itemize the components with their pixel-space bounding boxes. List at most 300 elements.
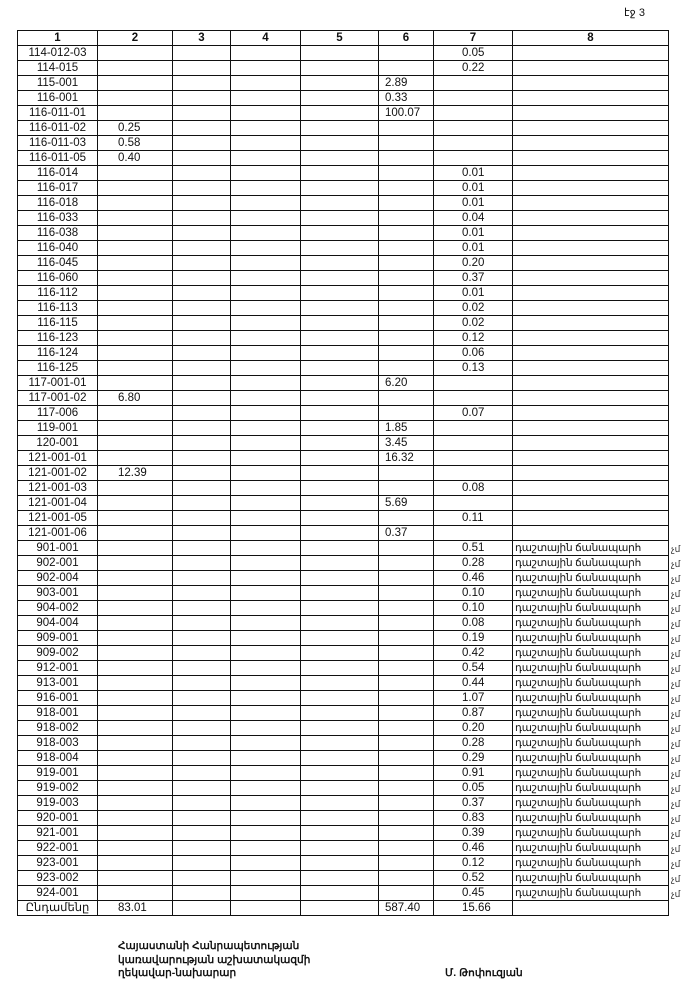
cell-col-4 (231, 436, 301, 451)
cell-col-6 (379, 481, 434, 496)
cell-col-1: 116-060 (18, 271, 98, 286)
cell-col-7: 0.06 (434, 346, 513, 361)
cell-col-3 (173, 526, 231, 541)
cell-col-7: 0.10 (434, 586, 513, 601)
cell-col-8 (513, 121, 669, 136)
cell-col-4 (231, 631, 301, 646)
table-row (18, 601, 669, 616)
cell-col-7: 0.45 (434, 886, 513, 901)
cell-col-5 (301, 421, 379, 436)
margin-mark: չմ (671, 738, 681, 749)
cell-col-8: դաշտային ճանապարհ (513, 796, 669, 811)
table-row (18, 331, 669, 346)
margin-mark: չմ (671, 558, 681, 569)
cell-col-3 (173, 601, 231, 616)
cell-col-1: 121-001-03 (18, 481, 98, 496)
cell-col-6: 0.33 (379, 91, 434, 106)
cell-col-2 (98, 181, 173, 196)
cell-col-1: 116-038 (18, 226, 98, 241)
cell-col-2 (98, 601, 173, 616)
cell-col-1: 116-123 (18, 331, 98, 346)
cell-col-5 (301, 436, 379, 451)
cell-col-3 (173, 871, 231, 886)
cell-col-8: դաշտային ճանապարհ (513, 541, 669, 556)
cell-col-4 (231, 211, 301, 226)
total-row (18, 901, 669, 916)
margin-mark: չմ (671, 633, 681, 644)
signatory-title (118, 940, 310, 981)
cell-col-6: 0.37 (379, 526, 434, 541)
cell-col-7: 0.04 (434, 211, 513, 226)
cell-col-7 (434, 91, 513, 106)
cell-col-1: 903-001 (18, 586, 98, 601)
table-row (18, 61, 669, 76)
cell-col-6 (379, 571, 434, 586)
cell-col-4 (231, 376, 301, 391)
cell-col-2 (98, 451, 173, 466)
cell-col-2 (98, 196, 173, 211)
cell-col-7 (434, 496, 513, 511)
cell-col-2 (98, 271, 173, 286)
cell-col-4 (231, 796, 301, 811)
cell-col-7 (434, 421, 513, 436)
cell-col-5 (301, 466, 379, 481)
cell-col-7: 0.08 (434, 481, 513, 496)
cell-col-1: Ընդամենը (18, 901, 98, 916)
cell-col-6 (379, 511, 434, 526)
cell-col-7: 0.46 (434, 571, 513, 586)
cell-col-4 (231, 511, 301, 526)
cell-col-3 (173, 316, 231, 331)
cell-col-8 (513, 181, 669, 196)
cell-col-4 (231, 901, 301, 916)
cell-col-7 (434, 151, 513, 166)
cell-col-8 (513, 166, 669, 181)
table-row (18, 121, 669, 136)
cell-col-2 (98, 421, 173, 436)
cell-col-1: 116-011-01 (18, 106, 98, 121)
cell-col-6 (379, 796, 434, 811)
table-row (18, 571, 669, 586)
cell-col-1: 114-012-03 (18, 46, 98, 61)
footer-line-1: Հայաստանի Հանրապետության (118, 940, 300, 952)
cell-col-3 (173, 571, 231, 586)
cell-col-3 (173, 436, 231, 451)
cell-col-8: դաշտային ճանապարհ (513, 871, 669, 886)
cell-col-1: 116-011-05 (18, 151, 98, 166)
cell-col-5 (301, 256, 379, 271)
cell-col-2 (98, 316, 173, 331)
cell-col-1: 921-001 (18, 826, 98, 841)
cell-col-7 (434, 76, 513, 91)
cell-col-5 (301, 346, 379, 361)
cell-col-3 (173, 886, 231, 901)
table-row (18, 886, 669, 901)
cell-col-8 (513, 91, 669, 106)
cell-col-5 (301, 61, 379, 76)
cell-col-1: 913-001 (18, 676, 98, 691)
table-row (18, 631, 669, 646)
cell-col-3 (173, 631, 231, 646)
page-number: էջ 3 (624, 7, 645, 19)
cell-col-4 (231, 556, 301, 571)
column-header-1: 1 (18, 31, 98, 46)
cell-col-8: դաշտային ճանապարհ (513, 691, 669, 706)
column-header-3: 3 (173, 31, 231, 46)
cell-col-1: 924-001 (18, 886, 98, 901)
cell-col-2 (98, 436, 173, 451)
cell-col-7: 0.20 (434, 721, 513, 736)
signature-name: Մ. Թոփուզյան (445, 967, 523, 979)
cell-col-6 (379, 841, 434, 856)
margin-mark: չմ (671, 708, 681, 719)
cell-col-4 (231, 46, 301, 61)
cell-col-4 (231, 421, 301, 436)
table-row (18, 811, 669, 826)
cell-col-6 (379, 736, 434, 751)
cell-col-2 (98, 346, 173, 361)
cell-col-6 (379, 886, 434, 901)
cell-col-8: դաշտային ճանապարհ (513, 886, 669, 901)
cell-col-8: դաշտային ճանապարհ (513, 811, 669, 826)
cell-col-1: 922-001 (18, 841, 98, 856)
table-row (18, 691, 669, 706)
table-row (18, 181, 669, 196)
cell-col-4 (231, 331, 301, 346)
cell-col-2 (98, 796, 173, 811)
cell-col-3 (173, 466, 231, 481)
cell-col-4 (231, 286, 301, 301)
cell-col-1: 116-001 (18, 91, 98, 106)
cell-col-3 (173, 61, 231, 76)
column-header-4: 4 (231, 31, 301, 46)
table-row (18, 196, 669, 211)
cell-col-1: 918-002 (18, 721, 98, 736)
cell-col-3 (173, 331, 231, 346)
cell-col-5 (301, 211, 379, 226)
cell-col-4 (231, 751, 301, 766)
cell-col-4 (231, 736, 301, 751)
cell-col-3 (173, 781, 231, 796)
cell-col-2: 6.80 (98, 391, 173, 406)
cell-col-5 (301, 181, 379, 196)
cell-col-8: դաշտային ճանապարհ (513, 586, 669, 601)
cell-col-7: 0.13 (434, 361, 513, 376)
cell-col-5 (301, 361, 379, 376)
cell-col-7: 0.01 (434, 181, 513, 196)
cell-col-3 (173, 121, 231, 136)
cell-col-8: դաշտային ճանապարհ (513, 571, 669, 586)
cell-col-8 (513, 76, 669, 91)
cell-col-8: դաշտային ճանապարհ (513, 856, 669, 871)
cell-col-1: 918-001 (18, 706, 98, 721)
cell-col-3 (173, 136, 231, 151)
cell-col-2 (98, 871, 173, 886)
cell-col-5 (301, 586, 379, 601)
cell-col-4 (231, 406, 301, 421)
cell-col-7 (434, 466, 513, 481)
cell-col-6: 6.20 (379, 376, 434, 391)
margin-mark: չմ (671, 648, 681, 659)
table-row (18, 226, 669, 241)
cell-col-8 (513, 211, 669, 226)
cell-col-6 (379, 46, 434, 61)
cell-col-6 (379, 346, 434, 361)
column-header-2: 2 (98, 31, 173, 46)
margin-mark: չմ (671, 663, 681, 674)
cell-col-6 (379, 616, 434, 631)
cell-col-8 (513, 406, 669, 421)
cell-col-6 (379, 811, 434, 826)
cell-col-1: 923-002 (18, 871, 98, 886)
table-row (18, 586, 669, 601)
cell-col-7: 0.05 (434, 46, 513, 61)
cell-col-3 (173, 271, 231, 286)
cell-col-8: դաշտային ճանապարհ (513, 736, 669, 751)
cell-col-8 (513, 376, 669, 391)
column-header-8: 8 (513, 31, 669, 46)
cell-col-2 (98, 631, 173, 646)
cell-col-8 (513, 466, 669, 481)
cell-col-7: 0.87 (434, 706, 513, 721)
cell-col-1: 909-002 (18, 646, 98, 661)
cell-col-3 (173, 826, 231, 841)
cell-col-6 (379, 601, 434, 616)
cell-col-3 (173, 46, 231, 61)
cell-col-6 (379, 286, 434, 301)
cell-col-6 (379, 166, 434, 181)
cell-col-3 (173, 241, 231, 256)
cell-col-2 (98, 811, 173, 826)
cell-col-4 (231, 586, 301, 601)
margin-mark: չմ (671, 873, 681, 884)
cell-col-3 (173, 151, 231, 166)
cell-col-8 (513, 106, 669, 121)
cell-col-6 (379, 781, 434, 796)
cell-col-6: 587.40 (379, 901, 434, 916)
table-row (18, 676, 669, 691)
table-row (18, 346, 669, 361)
cell-col-3 (173, 301, 231, 316)
cell-col-2 (98, 286, 173, 301)
table-row (18, 136, 669, 151)
cell-col-1: 902-004 (18, 571, 98, 586)
cell-col-4 (231, 166, 301, 181)
cell-col-2: 83.01 (98, 901, 173, 916)
cell-col-7: 0.37 (434, 796, 513, 811)
cell-col-5 (301, 331, 379, 346)
cell-col-5 (301, 166, 379, 181)
cell-col-5 (301, 841, 379, 856)
cell-col-2 (98, 256, 173, 271)
table-row (18, 361, 669, 376)
cell-col-6 (379, 661, 434, 676)
cell-col-1: 119-001 (18, 421, 98, 436)
table-row (18, 766, 669, 781)
cell-col-3 (173, 256, 231, 271)
table-row (18, 856, 669, 871)
cell-col-3 (173, 766, 231, 781)
cell-col-6 (379, 391, 434, 406)
cell-col-2 (98, 571, 173, 586)
cell-col-3 (173, 481, 231, 496)
cell-col-6 (379, 706, 434, 721)
cell-col-6 (379, 541, 434, 556)
cell-col-4 (231, 661, 301, 676)
cell-col-4 (231, 316, 301, 331)
cell-col-3 (173, 76, 231, 91)
cell-col-1: 121-001-02 (18, 466, 98, 481)
table-row (18, 151, 669, 166)
cell-col-5 (301, 811, 379, 826)
cell-col-6 (379, 466, 434, 481)
cell-col-3 (173, 721, 231, 736)
cell-col-6 (379, 556, 434, 571)
cell-col-2 (98, 886, 173, 901)
cell-col-4 (231, 826, 301, 841)
table-row (18, 826, 669, 841)
cell-col-5 (301, 796, 379, 811)
table-row (18, 166, 669, 181)
cell-col-5 (301, 121, 379, 136)
cell-col-6: 3.45 (379, 436, 434, 451)
cell-col-5 (301, 556, 379, 571)
cell-col-8 (513, 46, 669, 61)
column-header-5: 5 (301, 31, 379, 46)
table-row (18, 271, 669, 286)
cell-col-2 (98, 646, 173, 661)
cell-col-3 (173, 661, 231, 676)
cell-col-5 (301, 451, 379, 466)
table-row (18, 496, 669, 511)
header-row (18, 31, 669, 46)
cell-col-3 (173, 211, 231, 226)
table-row (18, 736, 669, 751)
cell-col-2 (98, 526, 173, 541)
cell-col-8 (513, 136, 669, 151)
cell-col-6 (379, 151, 434, 166)
cell-col-8: դաշտային ճանապարհ (513, 676, 669, 691)
cell-col-1: 916-001 (18, 691, 98, 706)
cell-col-1: 116-018 (18, 196, 98, 211)
cell-col-8: դաշտային ճանապարհ (513, 781, 669, 796)
cell-col-8 (513, 301, 669, 316)
cell-col-6: 2.89 (379, 76, 434, 91)
cell-col-7 (434, 391, 513, 406)
cell-col-6 (379, 121, 434, 136)
cell-col-8: դաշտային ճանապարհ (513, 826, 669, 841)
margin-mark: չմ (671, 768, 681, 779)
cell-col-8 (513, 196, 669, 211)
cell-col-4 (231, 271, 301, 286)
cell-col-4 (231, 346, 301, 361)
cell-col-2 (98, 61, 173, 76)
cell-col-1: 120-001 (18, 436, 98, 451)
cell-col-7: 0.28 (434, 556, 513, 571)
cell-col-6 (379, 751, 434, 766)
cell-col-3 (173, 586, 231, 601)
cell-col-1: 116-115 (18, 316, 98, 331)
cell-col-5 (301, 706, 379, 721)
cell-col-5 (301, 616, 379, 631)
cell-col-5 (301, 496, 379, 511)
cell-col-8 (513, 451, 669, 466)
cell-col-6 (379, 256, 434, 271)
cell-col-5 (301, 721, 379, 736)
cell-col-5 (301, 226, 379, 241)
cell-col-6 (379, 181, 434, 196)
cell-col-5 (301, 571, 379, 586)
cell-col-8 (513, 256, 669, 271)
cell-col-1: 904-004 (18, 616, 98, 631)
cell-col-8 (513, 331, 669, 346)
margin-mark: չմ (671, 858, 681, 869)
cell-col-6 (379, 316, 434, 331)
cell-col-2 (98, 511, 173, 526)
margin-mark: չմ (671, 888, 681, 899)
margin-mark: չմ (671, 723, 681, 734)
cell-col-4 (231, 496, 301, 511)
cell-col-8 (513, 436, 669, 451)
cell-col-7: 0.44 (434, 676, 513, 691)
margin-mark: չմ (671, 678, 681, 689)
cell-col-6 (379, 196, 434, 211)
cell-col-5 (301, 301, 379, 316)
table-row (18, 76, 669, 91)
cell-col-4 (231, 136, 301, 151)
table-row (18, 481, 669, 496)
cell-col-4 (231, 646, 301, 661)
cell-col-1: 116-011-02 (18, 121, 98, 136)
cell-col-8 (513, 61, 669, 76)
cell-col-7: 0.19 (434, 631, 513, 646)
cell-col-1: 116-124 (18, 346, 98, 361)
cell-col-1: 919-002 (18, 781, 98, 796)
cell-col-2: 0.58 (98, 136, 173, 151)
cell-col-4 (231, 706, 301, 721)
cell-col-7: 0.51 (434, 541, 513, 556)
cell-col-6 (379, 691, 434, 706)
cell-col-6 (379, 241, 434, 256)
cell-col-4 (231, 361, 301, 376)
cell-col-7 (434, 136, 513, 151)
cell-col-1: 121-001-04 (18, 496, 98, 511)
cell-col-4 (231, 241, 301, 256)
cell-col-4 (231, 466, 301, 481)
table-row (18, 286, 669, 301)
cell-col-2 (98, 331, 173, 346)
table-row (18, 541, 669, 556)
cell-col-8: դաշտային ճանապարհ (513, 601, 669, 616)
cell-col-2 (98, 166, 173, 181)
cell-col-7 (434, 436, 513, 451)
cell-col-3 (173, 901, 231, 916)
cell-col-8 (513, 496, 669, 511)
cell-col-8 (513, 481, 669, 496)
table-row (18, 391, 669, 406)
land-table (17, 30, 669, 916)
cell-col-2 (98, 241, 173, 256)
cell-col-7: 15.66 (434, 901, 513, 916)
table-row (18, 451, 669, 466)
cell-col-5 (301, 901, 379, 916)
cell-col-8 (513, 316, 669, 331)
cell-col-2 (98, 481, 173, 496)
table-row (18, 376, 669, 391)
cell-col-6: 1.85 (379, 421, 434, 436)
cell-col-1: 116-112 (18, 286, 98, 301)
cell-col-3 (173, 166, 231, 181)
